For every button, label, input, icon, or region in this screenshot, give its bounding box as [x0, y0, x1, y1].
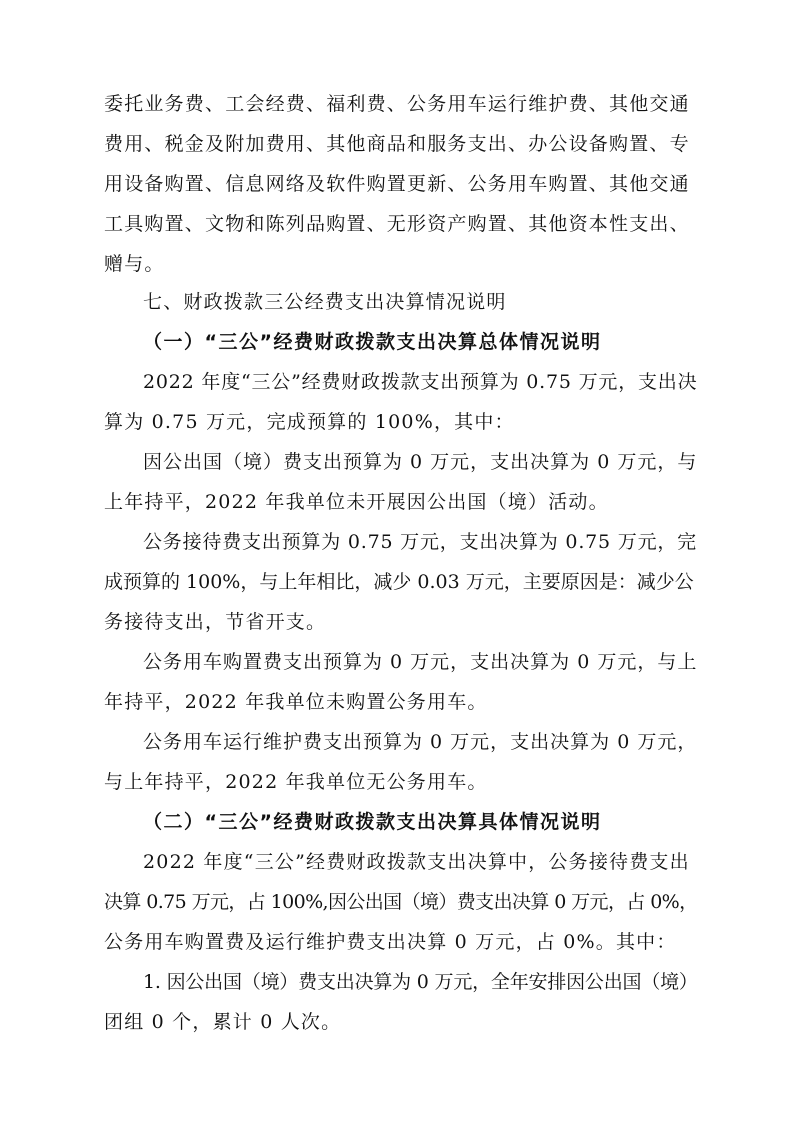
text-line: 工具购置、文物和陈列品购置、无形资产购置、其他资本性支出、 — [104, 213, 690, 235]
text-line: 决算 0.75 万元，占 100%,因公出国（境）费支出决算 0 万元，占 0%， — [104, 891, 698, 913]
text-line: 2022 年度“三公”经费财政拨款支出决算中，公务接待费支出 — [143, 851, 690, 873]
subsection-heading: （二）“三公”经费财政拨款支出决算具体情况说明 — [143, 811, 602, 833]
section-heading: 七、财政拨款三公经费支出决算情况说明 — [143, 291, 507, 313]
text-line: 年持平，2022 年我单位未购置公务用车。 — [104, 691, 488, 713]
text-line: 公务接待费支出预算为 0.75 万元，支出决算为 0.75 万元，完 — [143, 531, 697, 553]
text-line: 团组 0 个，累计 0 人次。 — [104, 1011, 342, 1033]
text-line: 1. 因公出国（境）费支出决算为 0 万元，全年安排因公出国（境） — [143, 971, 698, 993]
text-line: 公务用车运行维护费支出预算为 0 万元，支出决算为 0 万元， — [143, 731, 698, 753]
subsection-heading: （一）“三公”经费财政拨款支出决算总体情况说明 — [143, 331, 602, 353]
text-line: 委托业务费、工会经费、福利费、公务用车运行维护费、其他交通 — [104, 93, 690, 115]
text-line: 赠与。 — [104, 253, 165, 275]
text-line: 用设备购置、信息网络及软件购置更新、公务用车购置、其他交通 — [104, 173, 690, 195]
text-line: 因公出国（境）费支出预算为 0 万元，支出决算为 0 万元，与 — [143, 451, 698, 473]
text-line: 2022 年度“三公”经费财政拨款支出预算为 0.75 万元，支出决 — [143, 371, 698, 393]
text-line: 算为 0.75 万元，完成预算的 100%，其中： — [104, 411, 515, 433]
text-line: 公务用车购置费支出预算为 0 万元，支出决算为 0 万元，与上 — [143, 651, 698, 673]
text-line: 上年持平，2022 年我单位未开展因公出国（境）活动。 — [104, 491, 609, 513]
text-line: 公务用车购置费及运行维护费支出决算 0 万元，占 0%。其中： — [104, 931, 677, 953]
text-line: 费用、税金及附加费用、其他商品和服务支出、办公设备购置、专 — [104, 133, 690, 155]
text-line: 成预算的 100%，与上年相比，减少 0.03 万元，主要原因是：减少公 — [104, 571, 694, 593]
text-line: 务接待支出，节省开支。 — [104, 611, 327, 633]
text-line: 与上年持平，2022 年我单位无公务用车。 — [104, 771, 488, 793]
